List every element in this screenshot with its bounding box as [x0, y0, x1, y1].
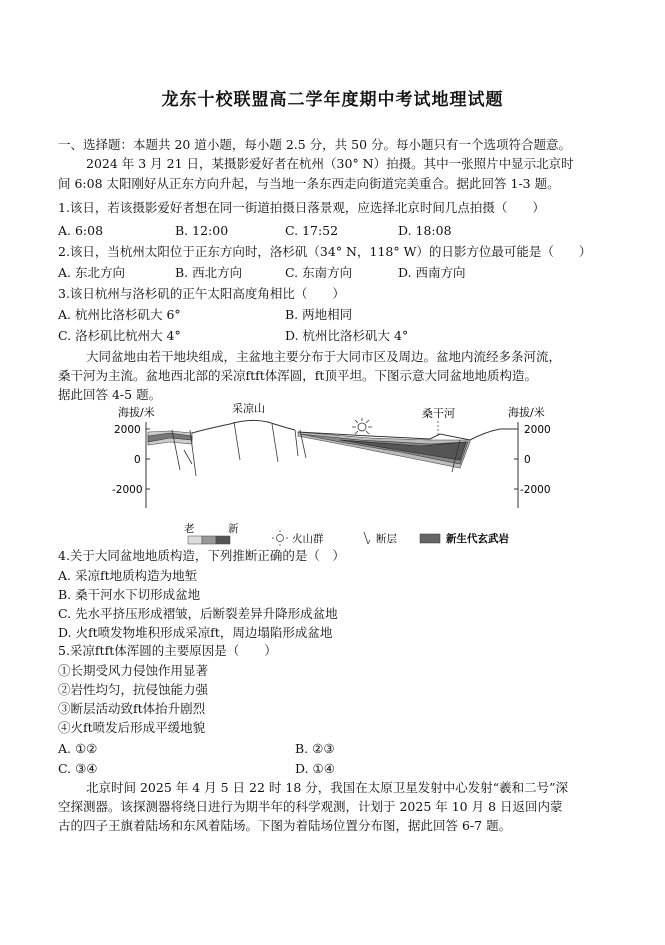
q2-option-a: A. 东北方向 [58, 265, 125, 280]
q3-option-c: C. 洛杉矶比杭州大 4° [58, 328, 181, 343]
left-axis-label: 海拔/米 [118, 406, 155, 419]
q5-option-a: A. ①② [58, 741, 98, 756]
legend-fault-label: 断层 [376, 533, 397, 545]
q3-option-d: D. 杭州比洛杉矶大 4° [285, 328, 409, 343]
fault-line-6 [295, 430, 298, 456]
q5-item-3: ③断层活动致ft体抬升剧烈 [58, 701, 206, 716]
legend-new-label: 新 [228, 523, 239, 535]
q3-option-a: A. 杭州比洛杉矶大 6° [58, 307, 181, 322]
q1-option-c: C. 17:52 [285, 223, 339, 238]
legend-swatch-2 [202, 536, 216, 544]
fault-line-3 [184, 450, 192, 464]
legend-volcano-icon [272, 530, 288, 546]
right-tick-2000: 2000 [524, 424, 551, 436]
q4-option-a: A. 采凉ft地质构造为地堑 [58, 568, 198, 583]
river-label: 桑干河 [422, 407, 455, 420]
q5-item-4: ④火ft喷发后形成平缓地貌 [58, 720, 206, 735]
section-heading: 一、选择题：本题共 20 道小题，每小题 2.5 分，共 50 分。每小题只有一个选项符合题意。 [58, 137, 572, 152]
intro2-line2: 桑干河为主流。盆地西北部的采凉ftft体浑圆，ft顶平坦。下图示意大同盆地地质构造。 [58, 368, 537, 383]
exam-title: 龙东十校联盟高二学年度期中考试地理试题 [161, 90, 504, 110]
volcano-symbol [352, 418, 372, 434]
q5-option-c: C. ③④ [58, 761, 98, 776]
intro3-line1: 北京时间 2025 年 4 月 5 日 22 时 18 分，我国在太原卫星发射中心发射“羲和二号”深 [86, 780, 569, 795]
q4-option-b: B. 桑干河水下切形成盆地 [58, 587, 201, 602]
mountain-label: 采凉山 [232, 402, 265, 415]
intro2-line1: 大同盆地由若干地块组成，主盆地主要分布于大同市区及周边。盆地内流经多条河流， [86, 349, 562, 364]
intro3-line3: 古的四子王旗着陆场和东风着陆场。下图为着陆场位置分布图，据此回答 6-7 题。 [58, 818, 512, 833]
q5-option-b: B. ②③ [295, 741, 335, 756]
q4-option-c: C. 先水平挤压形成褶皱，后断裂差异升降形成盆地 [58, 606, 338, 621]
q2-option-c: C. 东南方向 [285, 265, 353, 280]
q5-item-1: ①长期受风力侵蚀作用显著 [58, 663, 209, 678]
legend-basalt-swatch [420, 534, 440, 543]
legend-swatch-1 [188, 536, 202, 544]
intro1-line2: 间 6:08 太阳刚好从正东方向升起，与当地一条东西走向街道完美重合。据此回答 1-3 题。 [58, 176, 560, 191]
right-axis-label: 海拔/米 [508, 406, 545, 419]
q5-stem: 5.采凉ftft体浑圆的主要原因是（ ） [58, 643, 277, 658]
left-tick-neg2000: -2000 [112, 484, 143, 496]
fault-line-5 [272, 424, 278, 462]
geologic-cross-section-figure [100, 400, 570, 548]
legend-volcano-label: 火山群 [292, 533, 324, 545]
right-tick-neg2000: -2000 [520, 484, 551, 496]
q5-item-2: ②岩性均匀，抗侵蚀能力强 [58, 682, 209, 697]
fault-line-4 [234, 422, 240, 460]
intro1-line1: 2024 年 3 月 21 日，某摄影爱好者在杭州（30° N）拍摄。其中一张照片中显示北京时 [86, 156, 574, 171]
q1-option-d: D. 18:08 [398, 223, 452, 238]
q3-option-b: B. 两地相同 [285, 307, 353, 322]
q4-stem: 4.关于大同盆地地质构造，下列推断正确的是（ ） [58, 548, 345, 563]
legend-old-label: 老 [184, 523, 195, 535]
right-tick-0: 0 [524, 454, 531, 466]
q2-option-b: B. 西北方向 [175, 265, 243, 280]
q1-option-b: B. 12:00 [175, 223, 229, 238]
q2-stem: 2.该日，当杭州太阳位于正东方向时，洛杉矶（34° N，118° W）的日影方位最可能是（ ） [58, 244, 592, 259]
intro3-line2: 空探测器。该探测器将绕日进行为期半年的科学观测，计划于 2025 年 10 月 8 日返回内蒙 [58, 799, 563, 814]
intro2-line3: 据此回答 4-5 题。 [58, 387, 162, 402]
q4-option-d: D. 火ft喷发物堆积形成采凉ft，周边塌陷形成盆地 [58, 625, 333, 640]
left-tick-2000: 2000 [114, 424, 141, 436]
q2-option-d: D. 西南方向 [398, 265, 466, 280]
legend-fault-icon [364, 532, 370, 544]
left-tick-0: 0 [134, 454, 141, 466]
legend-basalt-label: 新生代玄武岩 [446, 533, 509, 545]
legend-swatch-3 [216, 536, 230, 544]
fault-line-2 [190, 430, 196, 476]
q1-stem: 1.该日，若该摄影爱好者想在同一街道拍摄日落景观，应选择北京时间几点拍摄（ ） [58, 200, 545, 215]
q3-stem: 3.该日杭州与洛杉矶的正午太阳高度角相比（ ） [58, 286, 345, 301]
q5-option-d: D. ①④ [295, 761, 335, 776]
q1-option-a: A. 6:08 [58, 223, 104, 238]
mountain-profile [192, 420, 295, 433]
